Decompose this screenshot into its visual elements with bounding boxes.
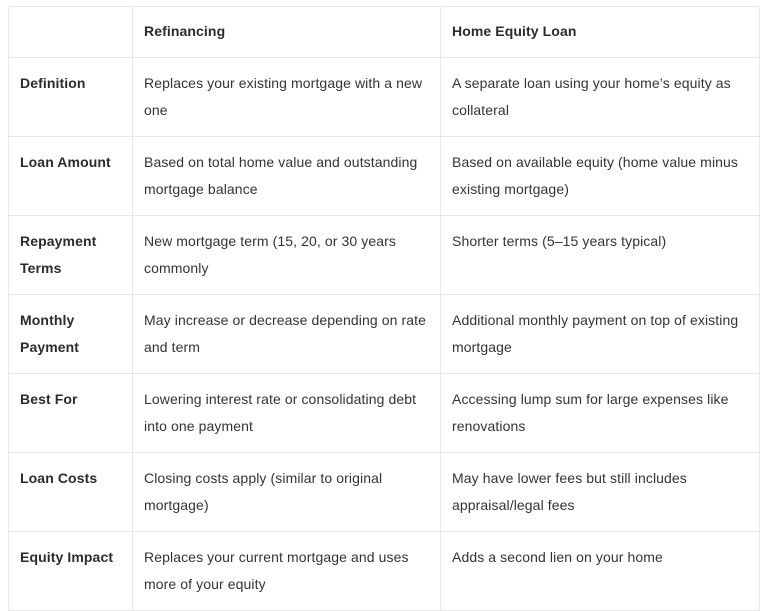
refinancing-cell: Lowering interest rate or consolidating debt into one payment (133, 374, 441, 453)
table-row (9, 295, 760, 374)
table-row (9, 137, 760, 216)
table-row (9, 216, 760, 295)
comparison-table (8, 6, 760, 611)
home-equity-cell: Accessing lump sum for large expenses like renovations (441, 374, 760, 453)
row-label: Definition (9, 58, 133, 137)
refinancing-cell: Replaces your existing mortgage with a new one (133, 58, 441, 137)
home-equity-cell: May have lower fees but still includes appraisal/legal fees (441, 453, 760, 532)
home-equity-cell: Adds a second lien on your home (441, 532, 760, 611)
row-label: Best For (9, 374, 133, 453)
home-equity-cell: Additional monthly payment on top of existing mortgage (441, 295, 760, 374)
table-row (9, 374, 760, 453)
row-label: Monthly Payment (9, 295, 133, 374)
header-home-equity-loan: Home Equity Loan (441, 7, 760, 58)
table-header-row (9, 7, 760, 58)
row-label: Repayment Terms (9, 216, 133, 295)
table-row (9, 532, 760, 611)
row-label: Equity Impact (9, 532, 133, 611)
row-label: Loan Amount (9, 137, 133, 216)
home-equity-cell: Based on available equity (home value minus existing mortgage) (441, 137, 760, 216)
header-refinancing: Refinancing (133, 7, 441, 58)
home-equity-cell: A separate loan using your home’s equity as collateral (441, 58, 760, 137)
home-equity-cell: Shorter terms (5–15 years typical) (441, 216, 760, 295)
table-row (9, 58, 760, 137)
header-corner-cell (9, 7, 133, 58)
refinancing-cell: Closing costs apply (similar to original mortgage) (133, 453, 441, 532)
refinancing-cell: New mortgage term (15, 20, or 30 years commonly (133, 216, 441, 295)
row-label: Loan Costs (9, 453, 133, 532)
table-row (9, 453, 760, 532)
refinancing-cell: May increase or decrease depending on rate and term (133, 295, 441, 374)
refinancing-cell: Replaces your current mortgage and uses more of your equity (133, 532, 441, 611)
refinancing-cell: Based on total home value and outstanding mortgage balance (133, 137, 441, 216)
